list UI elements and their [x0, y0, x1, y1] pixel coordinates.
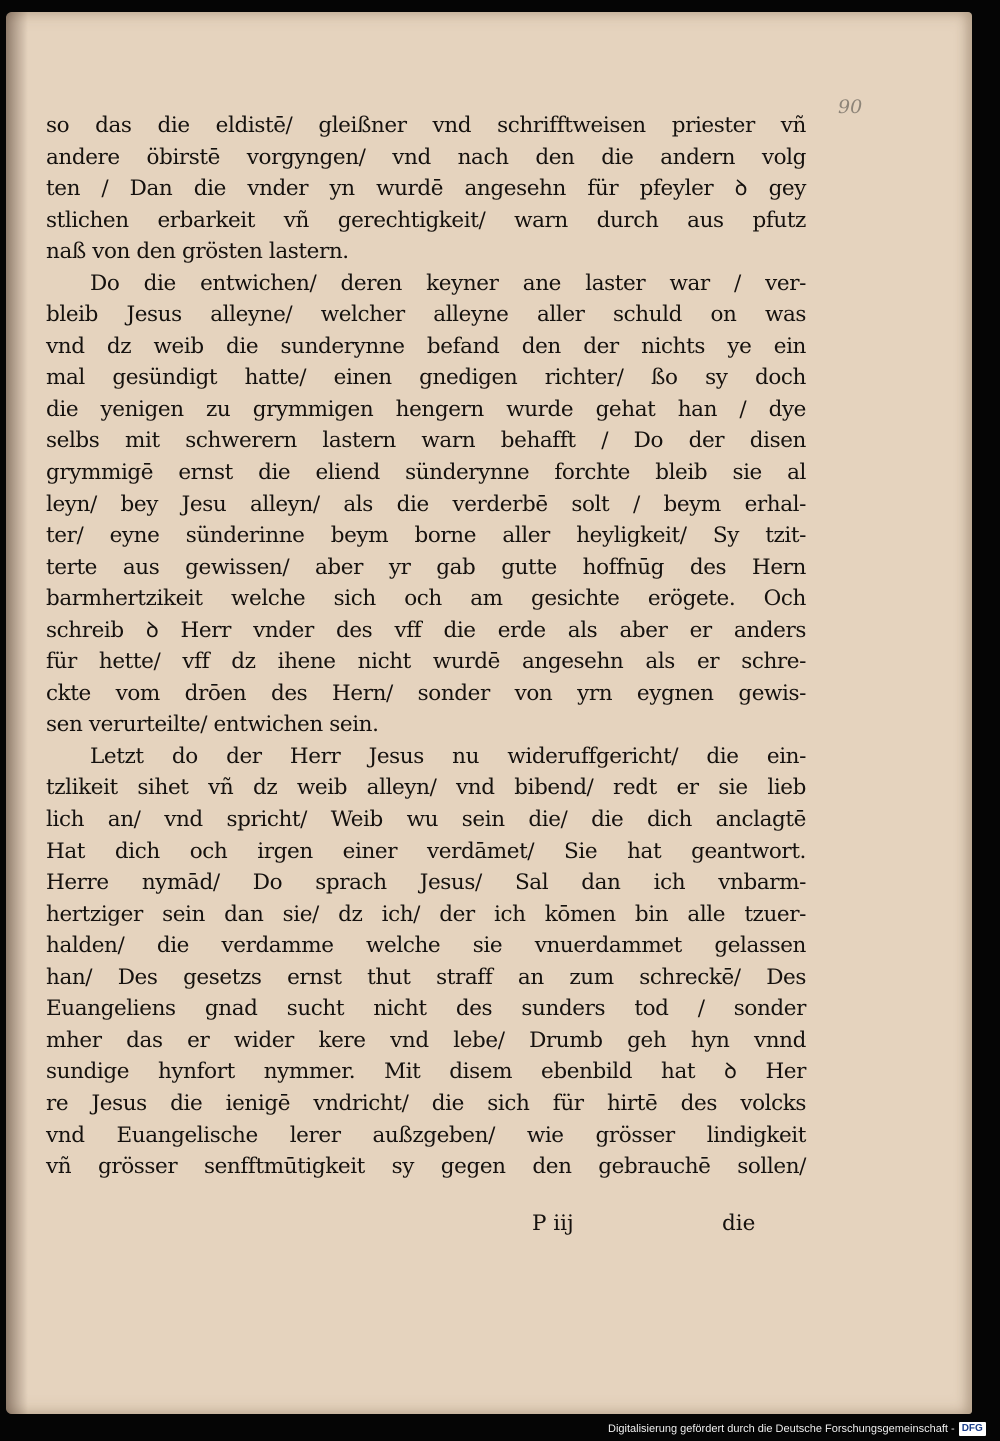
text-line: Herre nymād/ Do sprach Jesus/ Sal dan ich vnbarm-	[46, 870, 806, 896]
text-line: barmhertzikeit welche sich och am gesichte erögete. Och	[46, 586, 806, 612]
text-line: vñ grösser senfftmūtigkeit sy gegen den gebrauchē sollen/	[46, 1154, 806, 1180]
text-line: re Jesus die ienigē vndricht/ die sich für hirtē des volcks	[46, 1090, 806, 1116]
text-line: die yenigen zu grymmigen hengern wurde gehat han / dye	[46, 396, 806, 422]
text-line: terte aus gewissen/ aber yr gab gutte hoffnūg des Hern	[46, 554, 806, 580]
text-line: für hette/ vff dz ihene nicht wurdē angesehn als er schre-	[46, 649, 806, 675]
digitization-credit	[608, 1420, 986, 1438]
text-line: vnd Euangelische lerer außzgeben/ wie grösser lindigkeit	[46, 1122, 806, 1148]
text-line: stlichen erbarkeit vñ gerechtigkeit/ warn durch aus pfutz	[46, 207, 806, 233]
text-line: halden/ die verdamme welche sie vnuerdammet gelassen	[46, 933, 806, 959]
text-line: naß von den grösten lastern.	[46, 239, 349, 265]
dfg-logo: DFG	[959, 1422, 986, 1436]
page-gutter-shadow	[6, 12, 28, 1414]
paragraph-start-line: Letzt do der Herr Jesus nu wideruffgericht/ die ein-	[90, 743, 806, 769]
paragraph-start-line: Do die entwichen/ deren keyner ane laster war / ver-	[90, 270, 806, 296]
text-line: lich an/ vnd spricht/ Weib wu sein die/ die dich anclagtē	[46, 807, 806, 833]
text-line: Euangeliens gnad sucht nicht des sunders tod / sonder	[46, 996, 806, 1022]
text-line: ter/ eyne sünderinne beym borne aller heyligkeit/ Sy tzit-	[46, 523, 806, 549]
text-line: ckte vom drōen des Hern/ sonder von yrn eygnen gewis-	[46, 680, 806, 706]
text-line: leyn/ bey Jesu alleyn/ als die verderbē solt / beym erhal-	[46, 491, 806, 517]
text-block	[46, 110, 806, 1183]
text-line: han/ Des gesetzs ernst thut straff an zum schreckē/ Des	[46, 964, 806, 990]
text-line: bleib Jesus alleyne/ welcher alleyne aller schuld on was	[46, 302, 806, 328]
text-line: mher das er wider kere vnd lebe/ Drumb geh hyn vnnd	[46, 1027, 806, 1053]
text-line: schreib ꝺ Herr vnder des vff die erde als aber er anders	[46, 617, 806, 643]
signature-mark: P iij	[532, 1211, 574, 1236]
folio-number: 90	[838, 96, 863, 118]
text-line: ten / Dan die vnder yn wurdē angesehn für pfeyler ꝺ gey	[46, 176, 806, 202]
text-line: tzlikeit sihet vñ dz weib alleyn/ vnd bibend/ redt er sie lieb	[46, 775, 806, 801]
text-line: vnd dz weib die sunderynne befand den der nichts ye ein	[46, 333, 806, 359]
text-line: hertziger sein dan sie/ dz ich/ der ich kōmen bin alle tzuer-	[46, 901, 806, 927]
credit-text: Digitalisierung gefördert durch die Deutsche Forschungsgemeinschaft -	[608, 1423, 955, 1435]
text-line: selbs mit schwerern lastern warn behafft / Do der disen	[46, 428, 806, 454]
text-line: andere öbirstē vorgyngen/ vnd nach den die andern volg	[46, 144, 806, 170]
catchword: die	[722, 1211, 756, 1236]
text-line: grymmigē ernst die eliend sünderynne forchte bleib sie al	[46, 460, 806, 486]
text-line: sen verurteilte/ entwichen sein.	[46, 712, 379, 738]
text-line: Hat dich och irgen einer verdāmet/ Sie hat geantwort.	[46, 838, 806, 864]
text-line: sundige hynfort nymmer. Mit disem ebenbild hat ꝺ Her	[46, 1059, 806, 1085]
text-line: so das die eldistē/ gleißner vnd schrifftweisen priester vñ	[46, 113, 806, 138]
text-line: mal gesündigt hatte/ einen gnedigen richter/ ßo sy doch	[46, 365, 806, 391]
